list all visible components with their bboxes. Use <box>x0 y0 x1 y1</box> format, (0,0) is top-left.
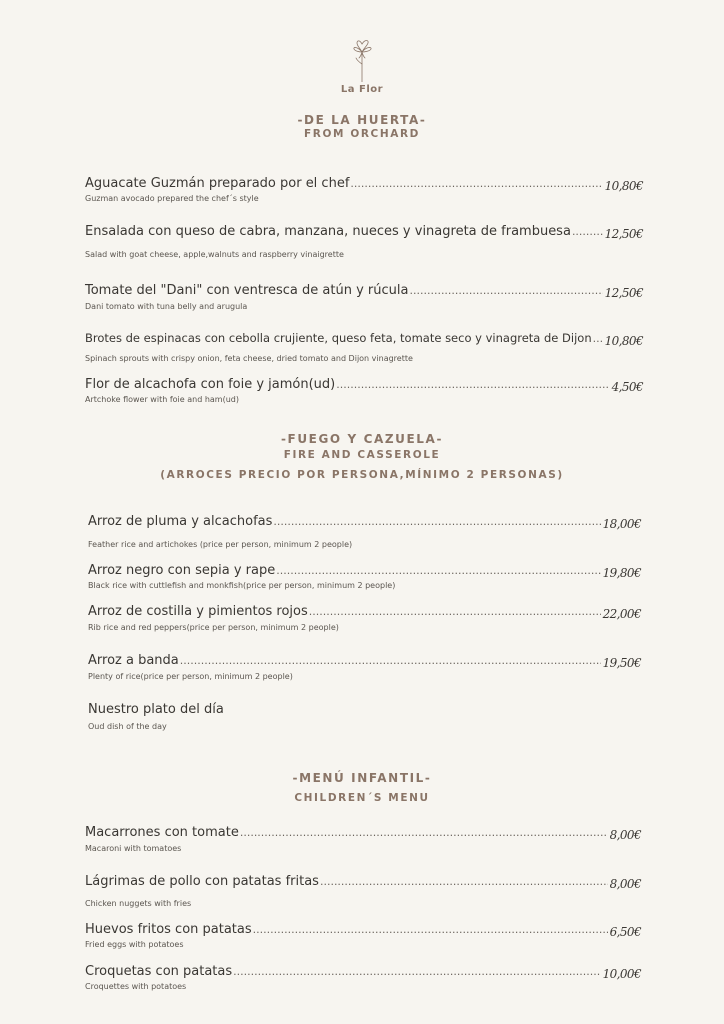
section-title-infantil: -MENÚ INFANTIL- <box>292 771 432 785</box>
brand-name: La Flor <box>340 84 384 95</box>
leader-dots <box>180 654 601 667</box>
item-name: Brotes de espinacas con cebolla crujiente, queso feta, tomate seco y vinagreta de Dijon <box>85 331 592 345</box>
leader-dots <box>253 923 608 936</box>
item-price: 10,00€ <box>602 967 641 981</box>
item-description: Croquettes with potatoes <box>85 982 187 991</box>
item-price: 12,50€ <box>604 286 643 300</box>
item-price: 10,80€ <box>604 334 643 348</box>
leader-dots <box>273 515 600 528</box>
section-subtitle-fire: FIRE AND CASSEROLE <box>283 449 441 461</box>
item-description: Fried eggs with potatoes <box>85 940 184 949</box>
item-name: Huevos fritos con patatas <box>85 922 252 937</box>
leader-dots <box>409 284 602 297</box>
item-name: Lágrimas de pollo con patatas fritas <box>85 874 319 889</box>
leader-dots <box>336 378 609 391</box>
item-price: 10,80€ <box>604 179 643 193</box>
section-title-fuego: -FUEGO Y CAZUELA- <box>280 432 444 446</box>
item-price: 18,00€ <box>602 517 641 531</box>
section-title-huerta: -DE LA HUERTA- <box>297 113 427 127</box>
item-description: Guzman avocado prepared the chef´s style <box>85 194 259 203</box>
item-description: Black rice with cuttlefish and monkfish(price per person, minimum 2 people) <box>88 581 396 590</box>
leader-dots <box>233 965 600 978</box>
item-description: Artchoke flower with foie and ham(ud) <box>85 395 239 404</box>
item-name: Arroz a banda <box>88 653 179 668</box>
section-note: (ARROCES PRECIO POR PERSONA,MÍNIMO 2 PERSONAS) <box>160 469 564 481</box>
item-price: 4,50€ <box>611 380 643 394</box>
item-description: Spinach sprouts with crispy onion, feta cheese, dried tomato and Dijon vinagrette <box>85 354 413 363</box>
item-price: 12,50€ <box>604 227 643 241</box>
item-name: Nuestro plato del día <box>88 702 224 717</box>
section-subtitle-children: CHILDREN´S MENU <box>294 792 430 804</box>
leader-dots <box>276 564 600 577</box>
item-description: Feather rice and artichokes (price per person, minimum 2 people) <box>88 540 353 549</box>
leader-dots <box>309 605 601 618</box>
item-description: Rib rice and red peppers(price per person, minimum 2 people) <box>88 623 339 632</box>
item-description: Salad with goat cheese, apple,walnuts and raspberry vinaigrette <box>85 250 344 259</box>
logo <box>0 34 724 95</box>
item-description: Dani tomato with tuna belly and arugula <box>85 302 248 311</box>
item-name: Arroz de costilla y pimientos rojos <box>88 604 308 619</box>
item-name: Arroz de pluma y alcachofas <box>88 514 273 529</box>
item-description: Macaroni with tomatoes <box>85 844 182 853</box>
leader-dots <box>350 177 602 190</box>
item-name: Arroz negro con sepia y rape <box>88 563 276 578</box>
item-price: 6,50€ <box>609 925 641 939</box>
item-name: Tomate del "Dani" con ventresca de atún y rúcula <box>85 283 409 298</box>
item-name: Croquetas con patatas <box>85 964 233 979</box>
item-price: 22,00€ <box>602 607 641 621</box>
item-name: Ensalada con queso de cabra, manzana, nueces y vinagreta de frambuesa <box>85 224 571 239</box>
item-name: Flor de alcachofa con foie y jamón(ud) <box>85 377 336 392</box>
leader-dots <box>593 332 603 345</box>
flower-icon <box>347 34 377 82</box>
section-subtitle-orchard: FROM ORCHARD <box>304 128 420 140</box>
item-name: Aguacate Guzmán preparado por el chef <box>85 176 350 191</box>
leader-dots <box>320 875 608 888</box>
leader-dots <box>240 826 608 839</box>
item-description: Oud dish of the day <box>88 722 167 731</box>
item-price: 19,80€ <box>602 566 641 580</box>
item-price: 19,50€ <box>602 656 641 670</box>
item-description: Chicken nuggets with fries <box>85 899 192 908</box>
leader-dots <box>572 225 603 238</box>
item-price: 8,00€ <box>609 828 641 842</box>
item-price: 8,00€ <box>609 877 641 891</box>
item-description: Plenty of rice(price per person, minimum 2 people) <box>88 672 293 681</box>
item-name: Macarrones con tomate <box>85 825 239 840</box>
